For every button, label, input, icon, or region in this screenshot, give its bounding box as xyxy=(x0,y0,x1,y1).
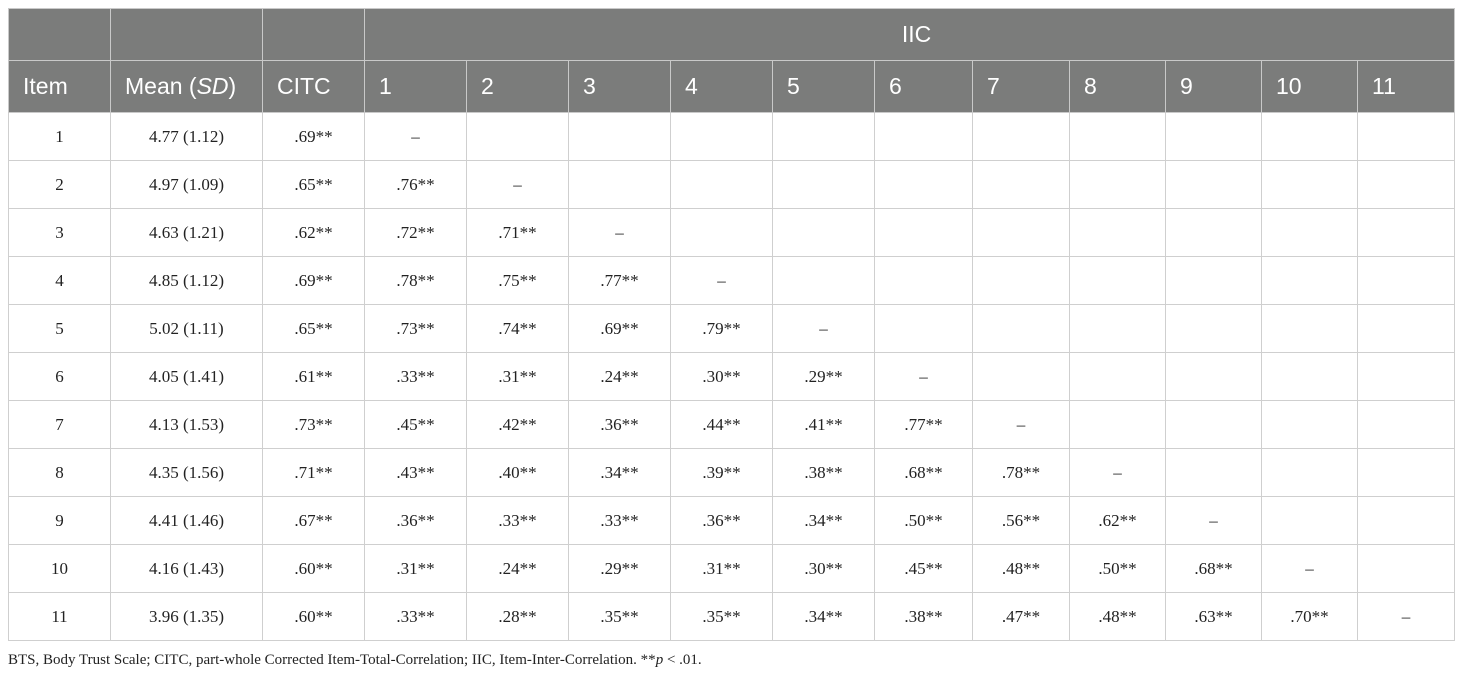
iic-cell xyxy=(1070,257,1166,305)
iic-cell: – xyxy=(671,257,773,305)
iic-cell: .36** xyxy=(569,401,671,449)
iic-cell: – xyxy=(773,305,875,353)
citc-cell: .73** xyxy=(263,401,365,449)
item-cell: 6 xyxy=(9,353,111,401)
table-row xyxy=(9,113,1455,161)
table-row xyxy=(9,449,1455,497)
item-cell: 7 xyxy=(9,401,111,449)
mean-cell: 4.77 (1.12) xyxy=(111,113,263,161)
mean-cell: 4.97 (1.09) xyxy=(111,161,263,209)
iic-column-header: 9 xyxy=(1166,61,1262,113)
mean-cell: 4.13 (1.53) xyxy=(111,401,263,449)
iic-cell: .47** xyxy=(973,593,1070,641)
mean-cell: 4.85 (1.12) xyxy=(111,257,263,305)
iic-cell: – xyxy=(1262,545,1358,593)
iic-cell: – xyxy=(365,113,467,161)
iic-cell xyxy=(973,305,1070,353)
item-cell: 9 xyxy=(9,497,111,545)
citc-cell: .67** xyxy=(263,497,365,545)
iic-cell xyxy=(973,209,1070,257)
iic-cell: .77** xyxy=(875,401,973,449)
iic-cell: .24** xyxy=(569,353,671,401)
iic-cell xyxy=(1262,305,1358,353)
iic-cell xyxy=(1358,305,1455,353)
iic-cell: .31** xyxy=(467,353,569,401)
iic-cell: .77** xyxy=(569,257,671,305)
iic-cell: .42** xyxy=(467,401,569,449)
footnote-text: BTS, Body Trust Scale; CITC, part-whole Corrected Item-Total-Correlation; IIC, Item-Inter-Correlation. ** xyxy=(8,652,656,668)
table-row xyxy=(9,401,1455,449)
iic-cell: – xyxy=(1358,593,1455,641)
iic-cell xyxy=(569,113,671,161)
iic-cell xyxy=(671,209,773,257)
iic-cell: .56** xyxy=(973,497,1070,545)
iic-cell xyxy=(875,161,973,209)
iic-column-header: 1 xyxy=(365,61,467,113)
table-footnote xyxy=(8,652,702,669)
iic-cell xyxy=(1070,401,1166,449)
iic-cell xyxy=(973,257,1070,305)
iic-cell xyxy=(1070,353,1166,401)
iic-cell xyxy=(1358,545,1455,593)
iic-cell: .38** xyxy=(875,593,973,641)
iic-cell xyxy=(1070,161,1166,209)
iic-cell: – xyxy=(875,353,973,401)
table-row xyxy=(9,305,1455,353)
iic-cell: .35** xyxy=(569,593,671,641)
mean-cell: 4.41 (1.46) xyxy=(111,497,263,545)
iic-cell: .73** xyxy=(365,305,467,353)
iic-cell: .36** xyxy=(671,497,773,545)
iic-cell xyxy=(773,113,875,161)
item-cell: 2 xyxy=(9,161,111,209)
citc-cell: .65** xyxy=(263,161,365,209)
iic-cell xyxy=(569,161,671,209)
iic-cell xyxy=(1358,209,1455,257)
iic-cell xyxy=(1262,353,1358,401)
iic-cell xyxy=(1070,113,1166,161)
iic-cell: .74** xyxy=(467,305,569,353)
iic-cell xyxy=(773,257,875,305)
citc-cell: .60** xyxy=(263,593,365,641)
iic-cell xyxy=(973,353,1070,401)
iic-cell xyxy=(1358,497,1455,545)
iic-cell: .31** xyxy=(365,545,467,593)
iic-cell: .50** xyxy=(875,497,973,545)
iic-cell xyxy=(1262,497,1358,545)
item-cell: 5 xyxy=(9,305,111,353)
mean-cell: 4.35 (1.56) xyxy=(111,449,263,497)
mean-header-label: Mean ( xyxy=(125,73,197,99)
iic-cell xyxy=(1358,257,1455,305)
citc-cell: .62** xyxy=(263,209,365,257)
blank-header-cell xyxy=(111,9,263,61)
iic-cell: .41** xyxy=(773,401,875,449)
iic-cell xyxy=(1166,353,1262,401)
iic-group-header: IIC xyxy=(365,9,1455,61)
iic-column-header: 10 xyxy=(1262,61,1358,113)
iic-cell: .28** xyxy=(467,593,569,641)
iic-cell xyxy=(1262,161,1358,209)
iic-cell: .33** xyxy=(569,497,671,545)
iic-cell: – xyxy=(467,161,569,209)
iic-cell: .68** xyxy=(875,449,973,497)
iic-cell xyxy=(1070,209,1166,257)
citc-cell: .65** xyxy=(263,305,365,353)
iic-cell: .43** xyxy=(365,449,467,497)
iic-cell xyxy=(1358,353,1455,401)
iic-cell: .75** xyxy=(467,257,569,305)
mean-cell: 4.05 (1.41) xyxy=(111,353,263,401)
iic-cell: .71** xyxy=(467,209,569,257)
item-cell: 11 xyxy=(9,593,111,641)
iic-cell xyxy=(1358,401,1455,449)
iic-cell: – xyxy=(1070,449,1166,497)
table-row xyxy=(9,545,1455,593)
blank-header-cell xyxy=(263,9,365,61)
item-cell: 1 xyxy=(9,113,111,161)
iic-cell xyxy=(671,161,773,209)
iic-cell: .35** xyxy=(671,593,773,641)
header-row-group xyxy=(9,9,1455,61)
item-cell: 3 xyxy=(9,209,111,257)
iic-cell xyxy=(1262,257,1358,305)
iic-cell xyxy=(973,161,1070,209)
iic-cell: .48** xyxy=(1070,593,1166,641)
iic-cell: .34** xyxy=(773,593,875,641)
citc-cell: .71** xyxy=(263,449,365,497)
mean-cell: 3.96 (1.35) xyxy=(111,593,263,641)
iic-column-header: 7 xyxy=(973,61,1070,113)
iic-cell: – xyxy=(973,401,1070,449)
iic-cell xyxy=(1166,161,1262,209)
iic-cell xyxy=(1358,161,1455,209)
table-row xyxy=(9,353,1455,401)
iic-cell: – xyxy=(1166,497,1262,545)
iic-cell: .34** xyxy=(773,497,875,545)
iic-cell: .72** xyxy=(365,209,467,257)
sd-header-label: SD xyxy=(196,73,229,99)
iic-column-header: 3 xyxy=(569,61,671,113)
iic-cell xyxy=(1166,401,1262,449)
iic-cell xyxy=(1262,209,1358,257)
table-header xyxy=(9,9,1455,113)
iic-cell: – xyxy=(569,209,671,257)
header-row-columns xyxy=(9,61,1455,113)
citc-cell: .69** xyxy=(263,257,365,305)
iic-cell xyxy=(1262,401,1358,449)
iic-cell xyxy=(1166,305,1262,353)
mean-column-header xyxy=(111,61,263,113)
iic-cell: .70** xyxy=(1262,593,1358,641)
iic-cell: .78** xyxy=(973,449,1070,497)
iic-cell: .45** xyxy=(875,545,973,593)
iic-column-header: 8 xyxy=(1070,61,1166,113)
item-cell: 10 xyxy=(9,545,111,593)
iic-cell: .69** xyxy=(569,305,671,353)
blank-header-cell xyxy=(9,9,111,61)
table-body xyxy=(9,113,1455,641)
citc-cell: .60** xyxy=(263,545,365,593)
iic-cell: .38** xyxy=(773,449,875,497)
iic-cell: .68** xyxy=(1166,545,1262,593)
iic-cell: .30** xyxy=(671,353,773,401)
iic-cell: .62** xyxy=(1070,497,1166,545)
table-row xyxy=(9,497,1455,545)
iic-cell xyxy=(1262,113,1358,161)
iic-cell xyxy=(875,113,973,161)
table-container xyxy=(8,8,1452,641)
iic-column-header: 11 xyxy=(1358,61,1455,113)
iic-cell: .76** xyxy=(365,161,467,209)
iic-cell: .79** xyxy=(671,305,773,353)
iic-cell xyxy=(1262,449,1358,497)
iic-cell: .29** xyxy=(773,353,875,401)
iic-cell xyxy=(875,209,973,257)
correlation-table xyxy=(8,8,1455,641)
mean-cell: 4.63 (1.21) xyxy=(111,209,263,257)
iic-cell: .50** xyxy=(1070,545,1166,593)
iic-cell: .40** xyxy=(467,449,569,497)
item-column-header: Item xyxy=(9,61,111,113)
mean-cell: 4.16 (1.43) xyxy=(111,545,263,593)
iic-cell xyxy=(467,113,569,161)
iic-cell: .30** xyxy=(773,545,875,593)
table-row xyxy=(9,161,1455,209)
iic-cell xyxy=(875,305,973,353)
iic-column-header: 2 xyxy=(467,61,569,113)
iic-cell xyxy=(1166,449,1262,497)
iic-cell: .48** xyxy=(973,545,1070,593)
iic-cell: .78** xyxy=(365,257,467,305)
iic-column-header: 4 xyxy=(671,61,773,113)
footnote-tail: < .01. xyxy=(663,652,702,668)
iic-cell xyxy=(671,113,773,161)
iic-cell: .33** xyxy=(467,497,569,545)
iic-cell: .45** xyxy=(365,401,467,449)
iic-cell: .33** xyxy=(365,353,467,401)
iic-cell xyxy=(1166,257,1262,305)
iic-cell xyxy=(1070,305,1166,353)
citc-cell: .61** xyxy=(263,353,365,401)
item-cell: 8 xyxy=(9,449,111,497)
mean-header-close: ) xyxy=(228,73,237,99)
iic-cell xyxy=(773,161,875,209)
iic-cell: .36** xyxy=(365,497,467,545)
iic-cell: .29** xyxy=(569,545,671,593)
item-cell: 4 xyxy=(9,257,111,305)
iic-cell xyxy=(773,209,875,257)
iic-cell: .44** xyxy=(671,401,773,449)
iic-cell xyxy=(1358,449,1455,497)
iic-column-header: 6 xyxy=(875,61,973,113)
mean-cell: 5.02 (1.11) xyxy=(111,305,263,353)
iic-cell xyxy=(973,113,1070,161)
iic-cell: .33** xyxy=(365,593,467,641)
citc-cell: .69** xyxy=(263,113,365,161)
iic-cell xyxy=(875,257,973,305)
iic-cell: .24** xyxy=(467,545,569,593)
iic-cell xyxy=(1166,209,1262,257)
footnote-p: p xyxy=(655,652,664,668)
table-row xyxy=(9,257,1455,305)
iic-cell: .63** xyxy=(1166,593,1262,641)
table-row xyxy=(9,209,1455,257)
iic-cell xyxy=(1166,113,1262,161)
table-row xyxy=(9,593,1455,641)
iic-cell: .39** xyxy=(671,449,773,497)
iic-cell xyxy=(1358,113,1455,161)
iic-column-header: 5 xyxy=(773,61,875,113)
iic-cell: .31** xyxy=(671,545,773,593)
citc-column-header: CITC xyxy=(263,61,365,113)
iic-cell: .34** xyxy=(569,449,671,497)
